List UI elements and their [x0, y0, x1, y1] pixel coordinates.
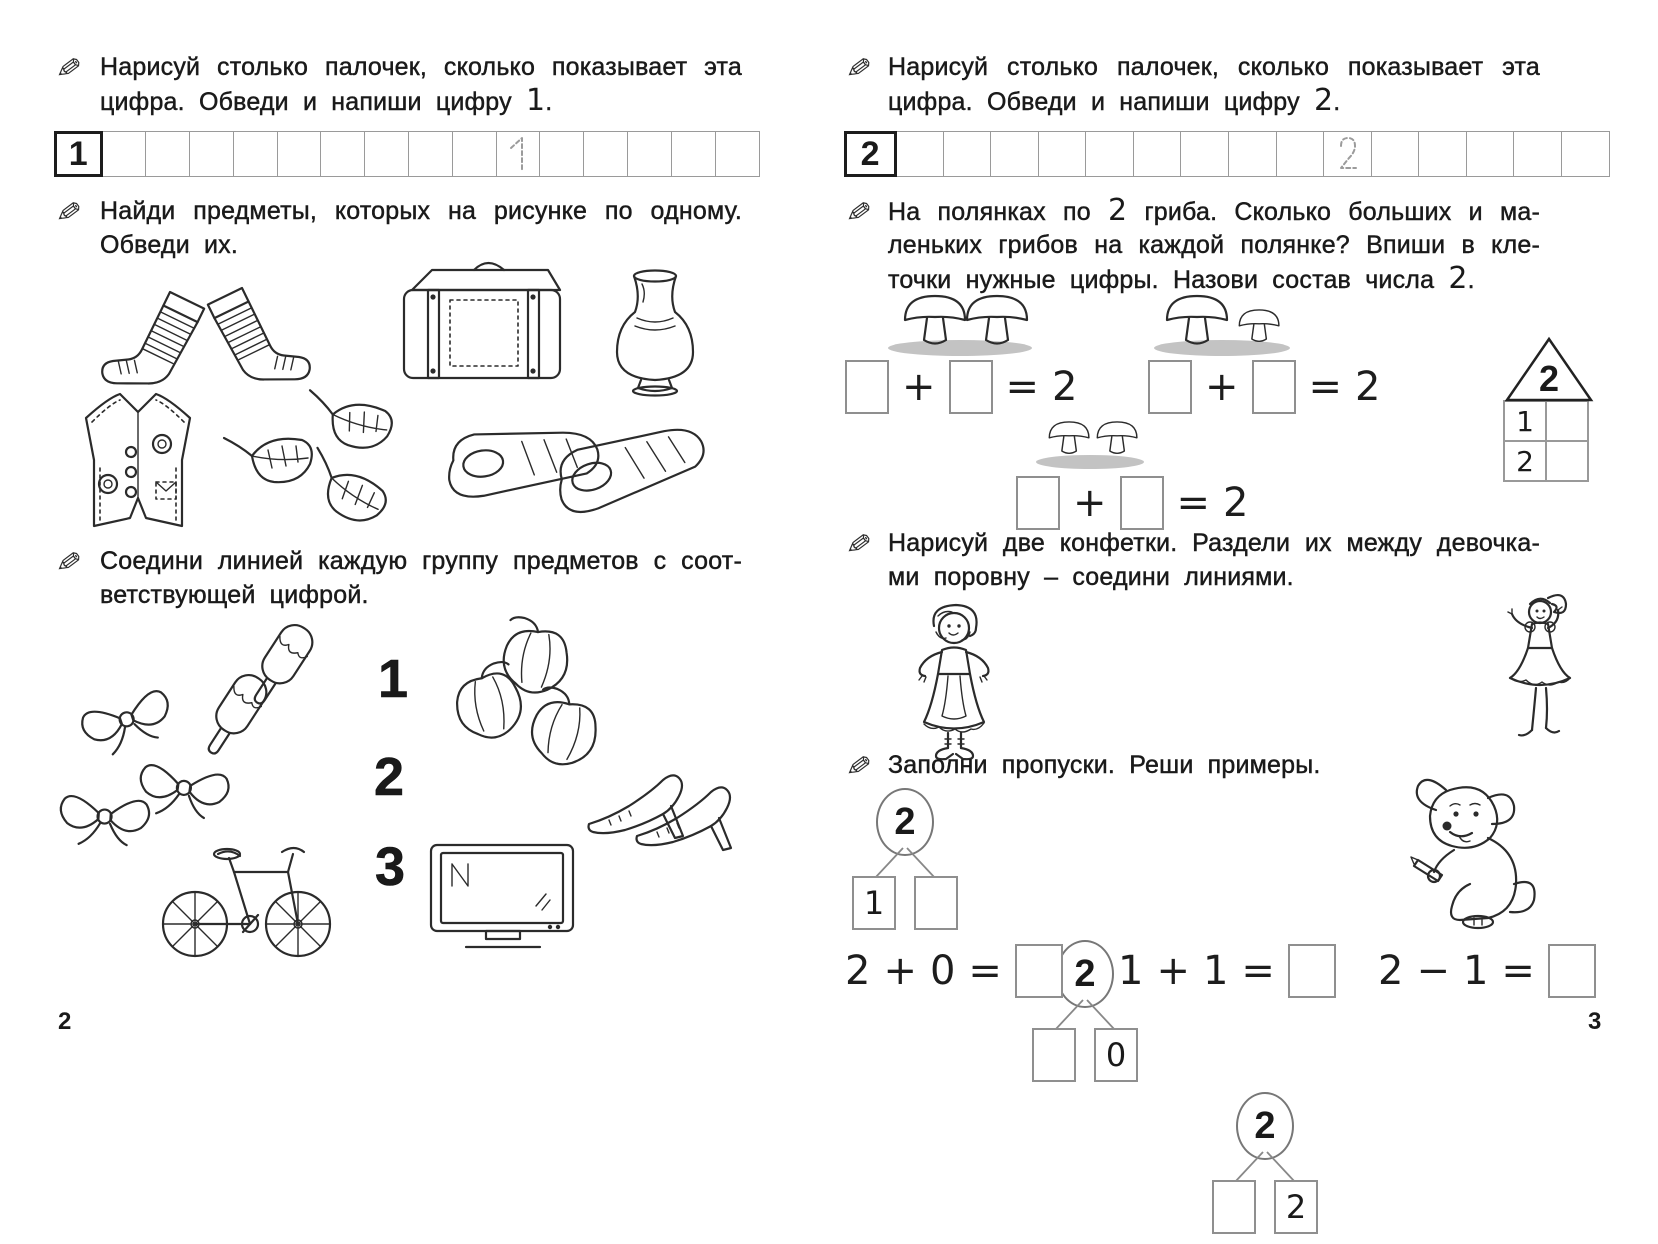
equation-term: 1 [1118, 948, 1144, 994]
number-bond [1203, 1092, 1327, 1244]
writing-cell[interactable] [189, 131, 234, 177]
task-text-line: Заполни пропуски. Реши примеры. [888, 751, 1321, 779]
task-text-line: цифра. Обведи и напиши цифру 1. [100, 83, 553, 118]
pencil-icon: ✎ [53, 51, 84, 88]
equals-sign: = [968, 948, 1002, 994]
number-bond [843, 788, 967, 940]
plus-sign: + [1156, 948, 1190, 994]
house-total: 2 [1538, 358, 1560, 399]
equation-term: 2 [1378, 948, 1404, 994]
pencil-icon: ✎ [843, 749, 874, 786]
task-text-line: ми поровну – соедини линиями. [888, 563, 1294, 591]
plus-sign: + [902, 364, 936, 410]
task-text-line: Найди предметы, которых на рисунке по одному. [100, 197, 742, 225]
equation-result: 2 [1052, 364, 1078, 410]
answer-box[interactable] [1120, 476, 1164, 530]
task-text-line: цифра. Обведи и напиши цифру 2. [888, 83, 1341, 118]
pencil-icon: ✎ [843, 195, 874, 232]
writing-cell[interactable] [627, 131, 672, 177]
writing-cell[interactable] [943, 131, 992, 177]
mushrooms-two-big [882, 288, 1042, 358]
mushrooms-two-small [1032, 414, 1152, 472]
equation-result: 2 [1355, 364, 1381, 410]
task-text-line: леньких грибов на каждой полянке? Впиши в кле- [888, 231, 1540, 259]
bond-box: 1 [852, 876, 896, 930]
writing-cell[interactable] [1038, 131, 1087, 177]
writing-cell[interactable] [895, 131, 944, 177]
writing-cell[interactable] [145, 131, 190, 177]
task-text-line: На полянках по 2 гриба. Сколько больших и ма- [888, 193, 1540, 228]
strip-lead-cell: 2 [844, 131, 897, 177]
bond-box-empty[interactable] [1212, 1180, 1256, 1234]
writing-cell[interactable] [1228, 131, 1277, 177]
writing-cell[interactable] [1085, 131, 1134, 177]
writing-cell[interactable] [990, 131, 1039, 177]
answer-box[interactable] [1252, 360, 1296, 414]
answer-box[interactable] [949, 360, 993, 414]
plus-sign: + [883, 948, 917, 994]
house-cell: 1 [1503, 400, 1547, 442]
bond-box-empty[interactable] [1032, 1028, 1076, 1082]
equation-term: 1 [1462, 948, 1489, 994]
writing-cell[interactable] [1133, 131, 1182, 177]
plus-sign: + [1073, 480, 1107, 526]
bond-total: 2 [876, 788, 934, 856]
bond-box: 0 [1094, 1028, 1138, 1082]
equals-sign: = [1176, 480, 1211, 526]
equation-2 [1118, 944, 1336, 998]
equation-term: 0 [929, 948, 956, 994]
vest-illustration[interactable] [74, 384, 206, 536]
answer-box[interactable] [1288, 944, 1336, 998]
equation-term: 2 [845, 948, 871, 994]
writing-cell[interactable] [101, 131, 146, 177]
writing-cell[interactable] [1513, 131, 1562, 177]
writing-strip [845, 131, 1610, 177]
plus-sign: + [1205, 364, 1239, 410]
writing-cell[interactable] [452, 131, 497, 177]
house-cell-empty[interactable] [1545, 440, 1589, 482]
strip-trace-cell[interactable] [1323, 131, 1372, 177]
house-cell-empty[interactable] [1545, 400, 1589, 442]
writing-cell[interactable] [715, 131, 760, 177]
match-digit-1[interactable]: 1 [378, 649, 409, 709]
writing-cell[interactable] [320, 131, 365, 177]
flippers-illustration[interactable] [452, 408, 704, 526]
equation-term: 1 [1202, 948, 1229, 994]
task-text-line: Нарисуй столько палочек, сколько показывает эта [100, 53, 742, 81]
answer-box[interactable] [845, 360, 889, 414]
task-text-line: ветствующей цифрой. [100, 581, 369, 609]
bicycle-illustration[interactable] [148, 812, 348, 967]
mushroom-equation-1 [845, 360, 1077, 414]
writing-cell[interactable] [1561, 131, 1610, 177]
peppers-illustration[interactable] [438, 608, 633, 773]
task-text-line: Нарисуй столько палочек, сколько показывает эта [888, 53, 1540, 81]
equals-sign: = [1241, 948, 1275, 994]
task-text-line: Обведи их. [100, 231, 239, 259]
tv-illustration[interactable] [428, 842, 578, 954]
pencil-icon: ✎ [843, 527, 874, 564]
mushrooms-big-small [1150, 288, 1300, 358]
pencil-icon: ✎ [53, 545, 84, 582]
number-composition-house [1504, 336, 1594, 482]
task-text-line: Соедини линией каждую группу предметов с соот- [100, 547, 742, 575]
strip-trace-cell[interactable] [496, 131, 541, 177]
writing-cell[interactable] [408, 131, 453, 177]
vase-illustration[interactable] [612, 268, 698, 400]
writing-cell[interactable] [277, 131, 322, 177]
page-number-left: 2 [58, 1008, 72, 1035]
pencil-icon: ✎ [53, 195, 84, 232]
shoes-illustration[interactable] [585, 756, 735, 858]
equation-result: 2 [1223, 480, 1249, 526]
leaves-illustration[interactable] [222, 382, 440, 532]
equals-sign: = [1005, 364, 1040, 410]
writing-strip [55, 131, 760, 177]
equation-3 [1378, 944, 1596, 998]
writing-cell[interactable] [1371, 131, 1420, 177]
writing-cell[interactable] [1418, 131, 1467, 177]
match-digit-2[interactable]: 2 [374, 747, 405, 807]
girl-right-illustration[interactable] [1502, 590, 1584, 766]
strip-lead-cell: 1 [54, 131, 103, 177]
writing-cell[interactable] [233, 131, 278, 177]
match-digit-3[interactable]: 3 [375, 837, 406, 897]
writing-cell[interactable] [583, 131, 628, 177]
mushroom-equation-2 [1148, 360, 1380, 414]
trace-digit-2 [1335, 135, 1361, 173]
bond-box: 2 [1274, 1180, 1318, 1234]
writing-cell[interactable] [1180, 131, 1229, 177]
bond-total: 2 [1236, 1092, 1294, 1160]
writing-cell[interactable] [364, 131, 409, 177]
minus-sign: − [1416, 948, 1450, 994]
girl-left-illustration[interactable] [898, 602, 1013, 766]
mushroom-equation-3 [1016, 476, 1248, 530]
equals-sign: = [1501, 948, 1535, 994]
task-text-line: Нарисуй две конфетки. Раздели их между девочка- [888, 529, 1540, 557]
writing-cell[interactable] [671, 131, 716, 177]
pencil-icon: ✎ [843, 51, 874, 88]
puppy-illustration [1390, 772, 1565, 940]
writing-cell[interactable] [1276, 131, 1325, 177]
suitcase-illustration[interactable] [396, 262, 574, 390]
trace-digit-1 [505, 135, 531, 173]
answer-box[interactable] [1015, 944, 1063, 998]
writing-cell[interactable] [539, 131, 584, 177]
bond-total: 2 [1056, 940, 1114, 1008]
writing-cell[interactable] [1466, 131, 1515, 177]
house-cell: 2 [1503, 440, 1547, 482]
answer-box[interactable] [1016, 476, 1060, 530]
answer-box[interactable] [1548, 944, 1596, 998]
task-text-line: точки нужные цифры. Назови состав числа 2. [888, 261, 1475, 296]
bond-box-empty[interactable] [914, 876, 958, 930]
equals-sign: = [1308, 364, 1343, 410]
equation-1 [845, 944, 1063, 998]
answer-box[interactable] [1148, 360, 1192, 414]
page-number-right: 3 [1588, 1008, 1602, 1035]
